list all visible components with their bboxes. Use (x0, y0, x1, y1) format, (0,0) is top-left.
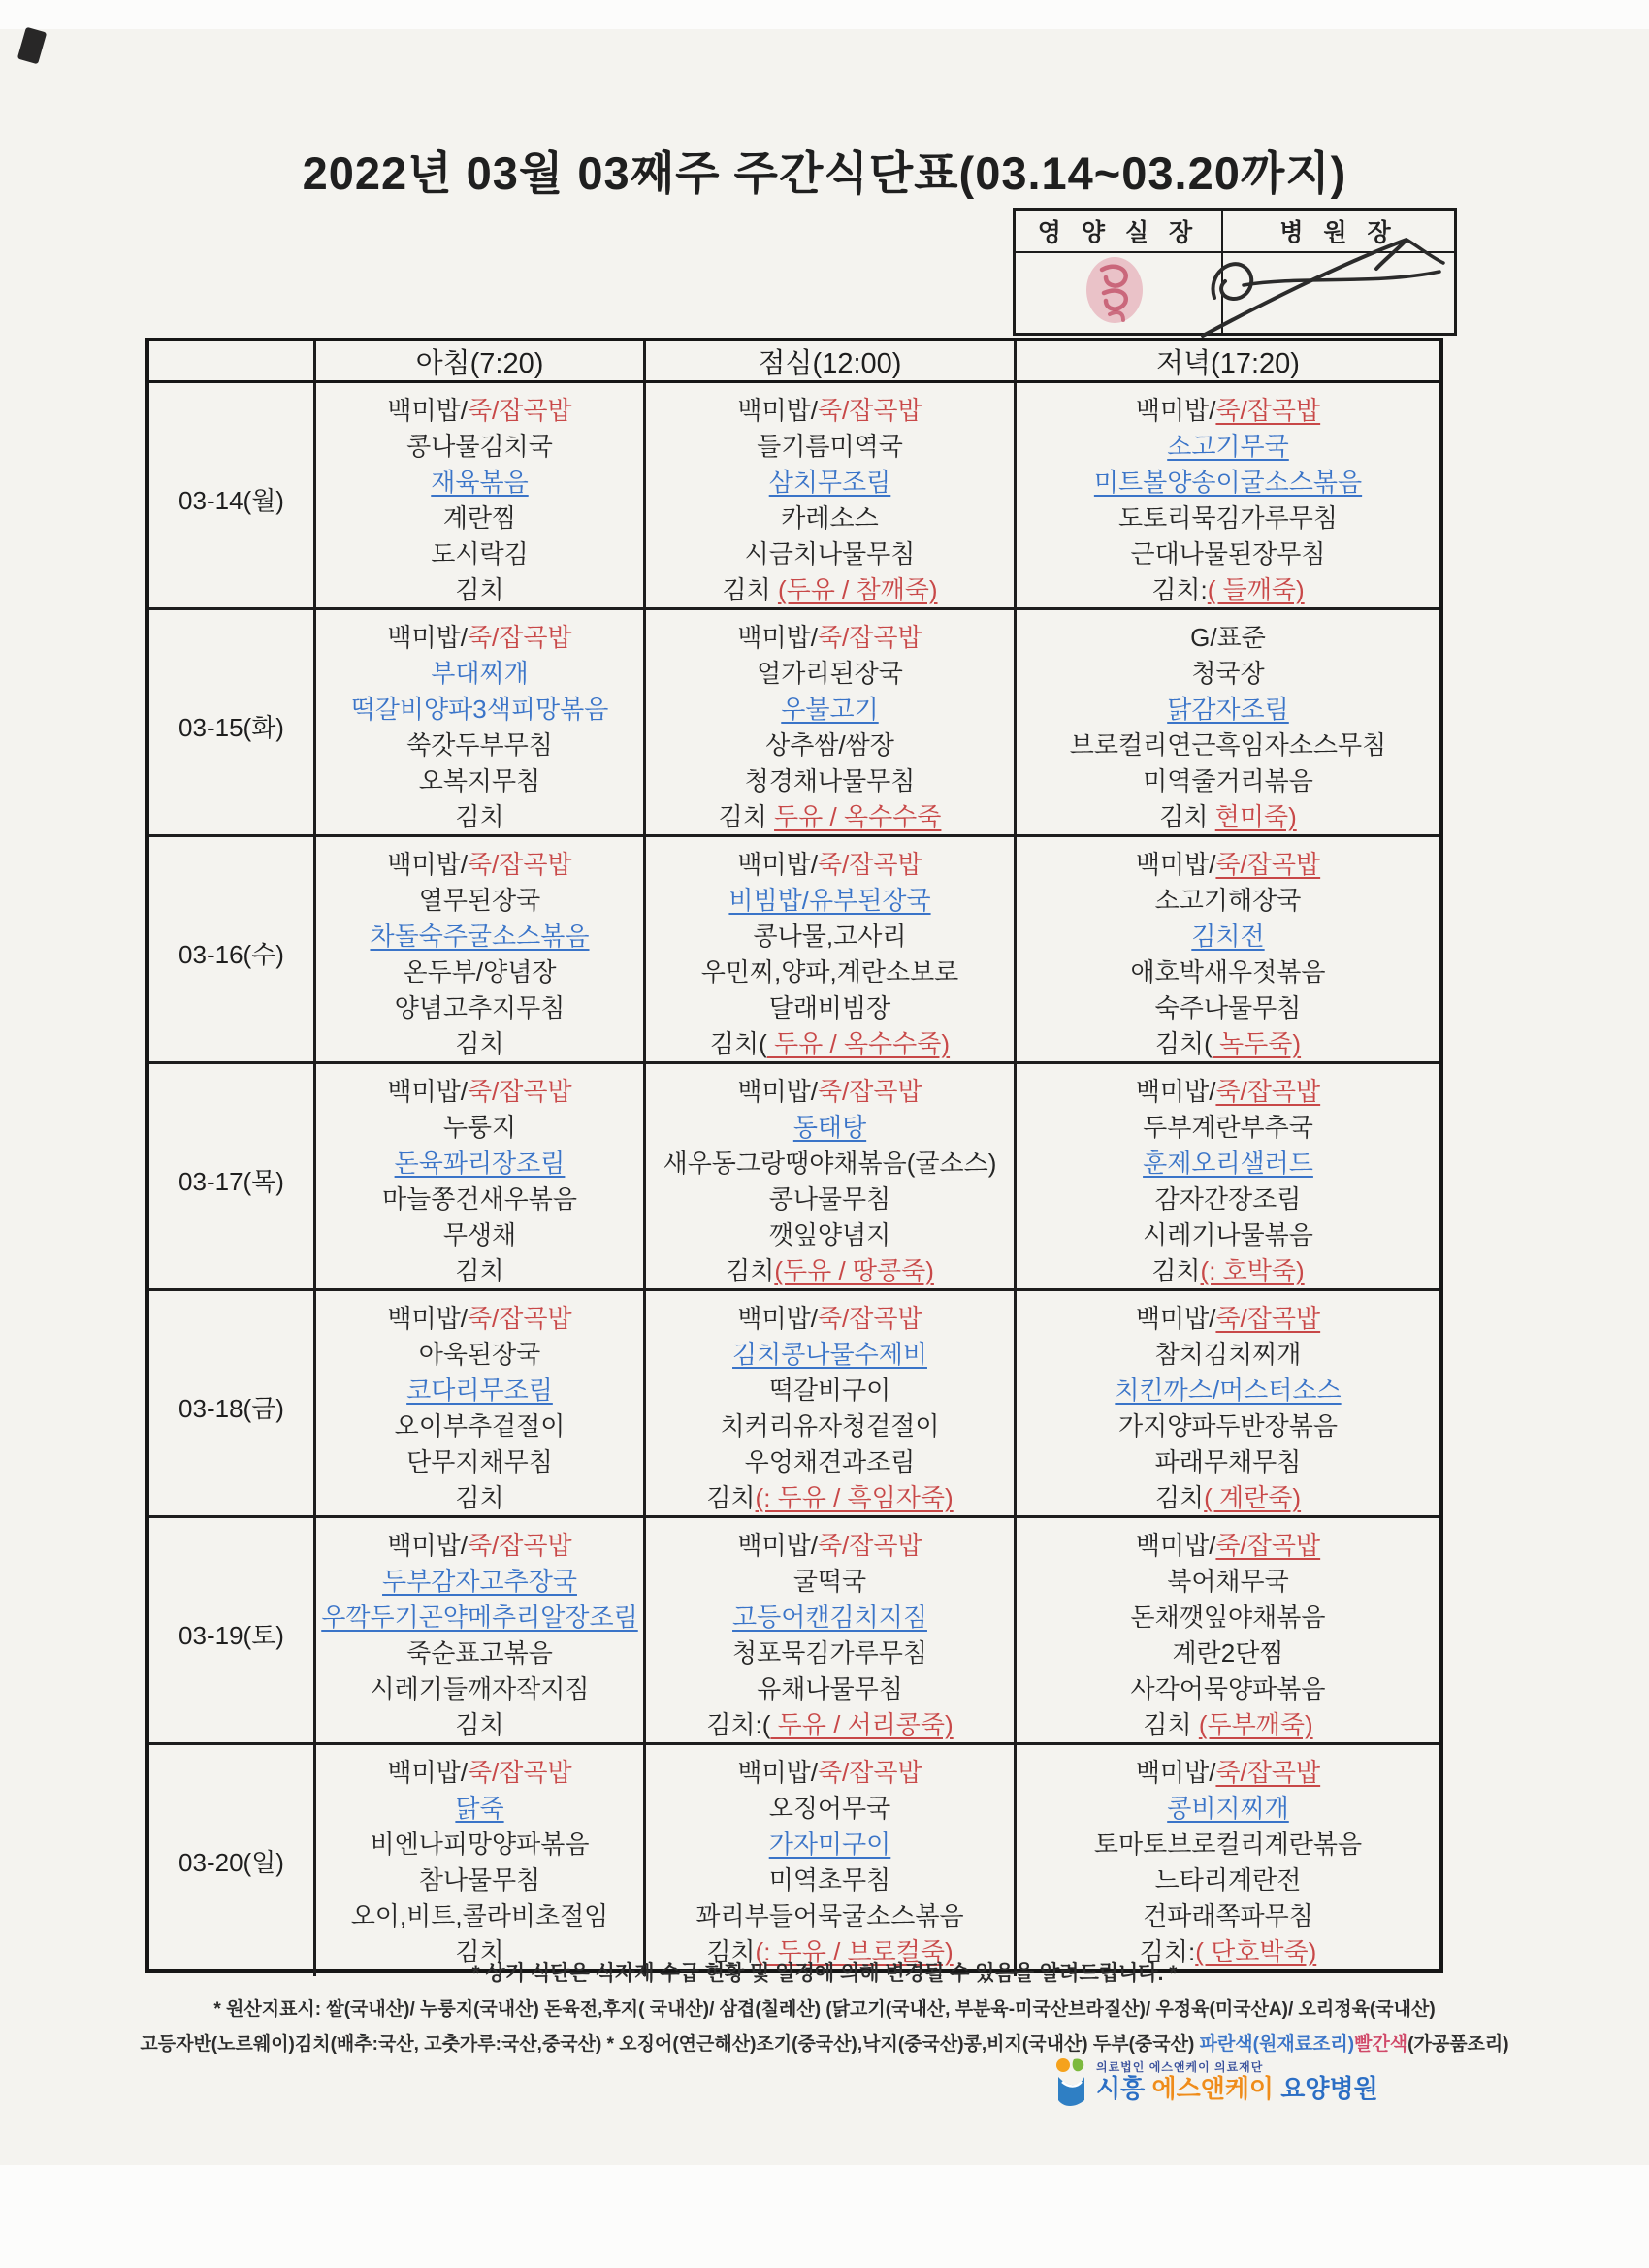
menu-row (149, 383, 1439, 610)
menu-item: 백미밥/죽/잡곡밥 (1135, 1304, 1321, 1333)
menu-item: 콩나물김치국 (406, 432, 553, 461)
breakfast-cell (316, 383, 646, 614)
hospital-director-header: 병 원 장 (1223, 211, 1454, 253)
menu-item: 부대찌개 (431, 659, 529, 688)
menu-item: 느타리계란전 (1154, 1865, 1302, 1895)
menu-item: 카레소스 (781, 503, 879, 533)
date-cell: 03-17(목) (149, 1064, 316, 1295)
menu-item: 오징어무국 (768, 1794, 891, 1823)
legend-red-desc: (가공품조리) (1407, 2034, 1509, 2055)
menu-item: 김치 (455, 1710, 504, 1739)
menu-item: 미역초무침 (768, 1865, 891, 1895)
lunch-cell (646, 1745, 1017, 1976)
origin-label-line1: * 원산지표시: 쌀(국내산)/ 누룽지(국내산) 돈육전,후지( 국내산)/ 삼겹(칠레산) (닭고기(국내산, 부분육-미국산브라질산)/ 우정육(미국산A)/ 오리정육(국내산) (213, 1999, 1436, 2020)
menu-row (149, 610, 1439, 837)
menu-item: 비엔나피망양파볶음 (370, 1830, 590, 1859)
menu-item: 백미밥/죽/잡곡밥 (387, 1758, 572, 1787)
legend-blue-desc: (원재료조리) (1252, 2034, 1355, 2055)
menu-item: 사각어묵양파볶음 (1130, 1674, 1326, 1703)
menu-item: 가지양파두반장볶음 (1117, 1411, 1339, 1441)
menu-item: 상추쌈/쌈장 (765, 730, 894, 760)
menu-item: 청경채나물무침 (744, 766, 916, 795)
menu-item: 시금치나물무침 (744, 539, 916, 568)
origin-line2-text: 고등자반(노르웨이)김치(배추:국산, 고춧가루:국산,중국산) * 오징어(연근해산)조기(중국산),낙지(중국산)콩,비지(국내산) 두부(중국산) (140, 2034, 1200, 2055)
hospital-brand: 에스앤케이 (1151, 2073, 1275, 2103)
menu-item: 시레기나물볶음 (1143, 1220, 1313, 1249)
menu-item: 도시락김 (431, 539, 529, 568)
menu-item: 우불고기 (781, 695, 879, 724)
menu-item: 백미밥/죽/잡곡밥 (1135, 850, 1321, 879)
menu-item: 도토리묵김가루무침 (1117, 503, 1339, 533)
breakfast-column-header: 아침(7:20) (316, 341, 646, 381)
dinner-cell (1017, 1291, 1439, 1522)
lunch-cell (646, 1291, 1017, 1522)
menu-item: 시레기들깨자작지짐 (370, 1674, 590, 1703)
scan-edge-top (0, 0, 1649, 29)
menu-item: 치커리유자청겉절이 (720, 1411, 940, 1441)
nutrition-manager-header: 영 양 실 장 (1016, 211, 1223, 253)
date-cell: 03-15(화) (149, 610, 316, 841)
date-cell: 03-18(금) (149, 1291, 316, 1522)
menu-item: 차돌숙주굴소스볶음 (370, 922, 590, 951)
menu-item: 근대나물된장무침 (1130, 539, 1326, 568)
menu-item: 백미밥/죽/잡곡밥 (737, 396, 922, 425)
menu-item: 달래비빔장 (768, 993, 891, 1022)
menu-item: 백미밥/죽/잡곡밥 (737, 1531, 922, 1560)
menu-item: 우깍두기곤약메추리알장조림 (321, 1603, 638, 1632)
menu-item: 콩나물,고사리 (753, 922, 907, 951)
menu-item: 파래무채무침 (1154, 1447, 1302, 1476)
menu-row (149, 1745, 1439, 1969)
menu-item: 우엉채견과조림 (744, 1447, 916, 1476)
menu-item: 닭감자조림 (1167, 695, 1289, 724)
menu-item: 북어채무국 (1167, 1567, 1289, 1596)
menu-item: 청포묵김가루무침 (732, 1638, 927, 1668)
menu-item: 꽈리부들어묵굴소스볶음 (695, 1901, 964, 1930)
menu-item: 김치 (455, 1256, 504, 1285)
breakfast-cell (316, 1518, 646, 1749)
menu-item: 양념고추지무침 (394, 993, 566, 1022)
menu-item: 김치(: 호박죽) (1151, 1256, 1305, 1285)
menu-item: 돈육꽈리장조림 (394, 1149, 566, 1178)
menu-item: 참치김치찌개 (1154, 1340, 1302, 1369)
scan-artifact (17, 27, 48, 65)
legend-blue-label: 파란색 (1199, 2034, 1253, 2055)
menu-item: 김치:( 들깨죽) (1151, 575, 1305, 604)
menu-item: 백미밥/죽/잡곡밥 (387, 1304, 572, 1333)
menu-item: 떡갈비구이 (768, 1376, 891, 1405)
menu-item: 계란찜 (442, 503, 517, 533)
dinner-cell (1017, 1064, 1439, 1295)
menu-item: 백미밥/죽/잡곡밥 (387, 1077, 572, 1106)
menu-item: 백미밥/죽/잡곡밥 (387, 850, 572, 879)
weekly-menu-table (146, 338, 1443, 1973)
hospital-logo-icon (1053, 2057, 1088, 2109)
dinner-column-header: 저녁(17:20) (1156, 348, 1300, 379)
menu-item: 재육볶음 (431, 468, 529, 497)
foundation-name: 의료법인 에스앤케이 의료재단 (1096, 2060, 1264, 2075)
breakfast-cell (316, 1291, 646, 1522)
date-cell: 03-16(수) (149, 837, 316, 1068)
menu-item: 떡갈비양파3색피망볶음 (350, 695, 609, 724)
menu-item: 무생채 (442, 1220, 517, 1249)
date-cell: 03-19(토) (149, 1518, 316, 1749)
menu-item: 김치(두유 / 땅콩죽) (726, 1256, 934, 1285)
menu-item: 열무된장국 (418, 886, 541, 915)
menu-item: 백미밥/죽/잡곡밥 (1135, 1758, 1321, 1787)
menu-item: 김치 (두유 / 참깨죽) (722, 575, 938, 604)
menu-row (149, 1291, 1439, 1518)
menu-item: 닭죽 (455, 1794, 504, 1823)
breakfast-cell (316, 1064, 646, 1295)
lunch-cell (646, 383, 1017, 614)
menu-item: 숙주나물무침 (1154, 993, 1302, 1022)
menu-item: 마늘쫑건새우볶음 (382, 1184, 577, 1214)
menu-item: 들기름미역국 (757, 432, 903, 461)
menu-row (149, 837, 1439, 1064)
menu-item: 청국장 (1191, 659, 1265, 688)
menu-header-row (149, 341, 1439, 383)
menu-item: 미트볼양송이굴소스볶음 (1093, 468, 1363, 497)
hospital-logo-text (1096, 2061, 1378, 2104)
hospital-city: 시흥 (1096, 2073, 1152, 2103)
menu-item: 백미밥/죽/잡곡밥 (737, 1304, 922, 1333)
menu-item: 백미밥/죽/잡곡밥 (1135, 1077, 1321, 1106)
scan-edge-bottom (0, 2165, 1649, 2268)
menu-item: 아욱된장국 (418, 1340, 541, 1369)
menu-item: 백미밥/죽/잡곡밥 (387, 396, 572, 425)
menu-item: G/표준 (1190, 623, 1266, 652)
menu-item: 동태탕 (792, 1113, 867, 1142)
menu-item: 감자간장조림 (1154, 1184, 1302, 1214)
date-column-header (149, 341, 316, 381)
menu-item: 비빔밥/유부된장국 (728, 886, 931, 915)
menu-item: 오복지무침 (418, 766, 541, 795)
date-cell: 03-20(일) (149, 1745, 316, 1976)
menu-item: 김치콩나물수제비 (732, 1340, 927, 1369)
red-stamp-icon (1081, 254, 1148, 326)
breakfast-cell (316, 837, 646, 1068)
hospital-name (1096, 2075, 1378, 2104)
dinner-cell (1017, 610, 1439, 841)
menu-item: 김치(: 두유 / 브로컬죽) (706, 1937, 954, 1966)
menu-item: 두부감자고추장국 (382, 1567, 577, 1596)
menu-item: 삼치무조림 (768, 468, 891, 497)
menu-item: 김치:( 단호박죽) (1139, 1937, 1317, 1966)
menu-item: 치킨까스/머스터소스 (1115, 1376, 1342, 1405)
lunch-cell (646, 1064, 1017, 1295)
date-cell: 03-14(월) (149, 383, 316, 614)
menu-item: 김치 두유 / 옥수수죽 (718, 802, 942, 831)
menu-item: 토마토브로컬리계란볶음 (1093, 1830, 1363, 1859)
menu-item: 죽순표고볶음 (406, 1638, 553, 1668)
menu-item: 브로컬리연근흑임자소스무침 (1069, 730, 1387, 760)
menu-item: 참나물무침 (418, 1865, 541, 1895)
menu-item: 김치 (455, 802, 504, 831)
origin-label-line2 (0, 2029, 1649, 2056)
menu-item: 김치 (455, 1029, 504, 1058)
page-title: 2022년 03월 03째주 주간식단표(03.14~03.20까지) (302, 147, 1347, 199)
lunch-cell (646, 1518, 1017, 1749)
menu-item: 가자미구이 (768, 1830, 891, 1859)
menu-item: 계란2단찜 (1172, 1638, 1284, 1668)
menu-item: 김치전 (1191, 922, 1265, 951)
lunch-column-header: 점심(12:00) (646, 341, 1017, 381)
breakfast-cell (316, 1745, 646, 1976)
menu-item: 백미밥/죽/잡곡밥 (1135, 1531, 1321, 1560)
dinner-cell (1017, 383, 1439, 614)
menu-item: 백미밥/죽/잡곡밥 (737, 1758, 922, 1787)
menu-item: 김치( 녹두죽) (1154, 1029, 1302, 1058)
hospital-type: 요양병원 (1274, 2073, 1378, 2103)
menu-item: 김치:( 두유 / 서리콩죽) (706, 1710, 954, 1739)
menu-item: 콩비지찌개 (1167, 1794, 1289, 1823)
menu-row (149, 1518, 1439, 1745)
legend-red-label: 빨간색 (1354, 2034, 1408, 2055)
menu-item: 두부계란부추국 (1143, 1113, 1313, 1142)
menu-item: 김치(: 두유 / 흑임자죽) (706, 1483, 954, 1512)
menu-item: 콩나물무침 (768, 1184, 891, 1214)
lunch-cell (646, 610, 1017, 841)
menu-item: 훈제오리샐러드 (1143, 1149, 1313, 1178)
menu-item: 백미밥/죽/잡곡밥 (1135, 396, 1321, 425)
lunch-cell (646, 837, 1017, 1068)
menu-item: 김치 (455, 1483, 504, 1512)
menu-row (149, 1064, 1439, 1291)
menu-item: 김치( 계란죽) (1154, 1483, 1302, 1512)
menu-rows (149, 383, 1439, 1969)
menu-item: 얼가리된장국 (757, 659, 903, 688)
menu-item: 백미밥/죽/잡곡밥 (387, 623, 572, 652)
change-notice: * 상기 식단은 식자재 수급 현황 및 일정에 의해 변경될 수 있음을 알려드립니다. * (471, 1962, 1178, 1985)
menu-item: 소고기무국 (1167, 432, 1289, 461)
menu-item: 오이부추겉절이 (394, 1411, 566, 1441)
menu-item: 우민찌,양파,계란소보로 (700, 957, 959, 987)
menu-item: 애호박새우젓볶음 (1130, 957, 1326, 987)
dinner-cell (1017, 1518, 1439, 1749)
breakfast-cell (316, 610, 646, 841)
menu-item: 돈채깻잎야채볶음 (1130, 1603, 1326, 1632)
menu-item: 김치 (455, 1937, 504, 1966)
menu-item: 백미밥/죽/잡곡밥 (737, 850, 922, 879)
menu-item: 단무지채무침 (406, 1447, 553, 1476)
dinner-cell (1017, 837, 1439, 1068)
menu-item: 미역줄거리볶음 (1143, 766, 1313, 795)
menu-item: 깻잎양념지 (768, 1220, 891, 1249)
menu-item: 김치 (두부깨죽) (1143, 1710, 1313, 1739)
menu-item: 김치 (455, 575, 504, 604)
menu-item: 김치( 두유 / 옥수수죽) (709, 1029, 951, 1058)
menu-item: 코다리무조림 (406, 1376, 553, 1405)
menu-item: 백미밥/죽/잡곡밥 (737, 1077, 922, 1106)
director-signature-icon (1185, 225, 1449, 349)
menu-item: 건파래쪽파무침 (1143, 1901, 1313, 1930)
menu-item: 오이,비트,콜라비초절임 (350, 1901, 609, 1930)
menu-item: 누룽지 (442, 1113, 517, 1142)
menu-item: 백미밥/죽/잡곡밥 (737, 623, 922, 652)
menu-item: 쑥갓두부무침 (406, 730, 553, 760)
menu-item: 새우동그랑땡야채볶음(굴소스) (663, 1149, 997, 1178)
menu-item: 유채나물무침 (757, 1674, 903, 1703)
hospital-logo (1053, 2057, 1378, 2109)
dinner-cell (1017, 1745, 1439, 1976)
menu-item: 백미밥/죽/잡곡밥 (387, 1531, 572, 1560)
menu-item: 소고기해장국 (1154, 886, 1302, 915)
menu-item: 김치 현미죽) (1159, 802, 1297, 831)
menu-item: 고등어캔김치지짐 (732, 1603, 927, 1632)
menu-item: 굴떡국 (792, 1567, 867, 1596)
menu-item: 온두부/양념장 (403, 957, 557, 987)
